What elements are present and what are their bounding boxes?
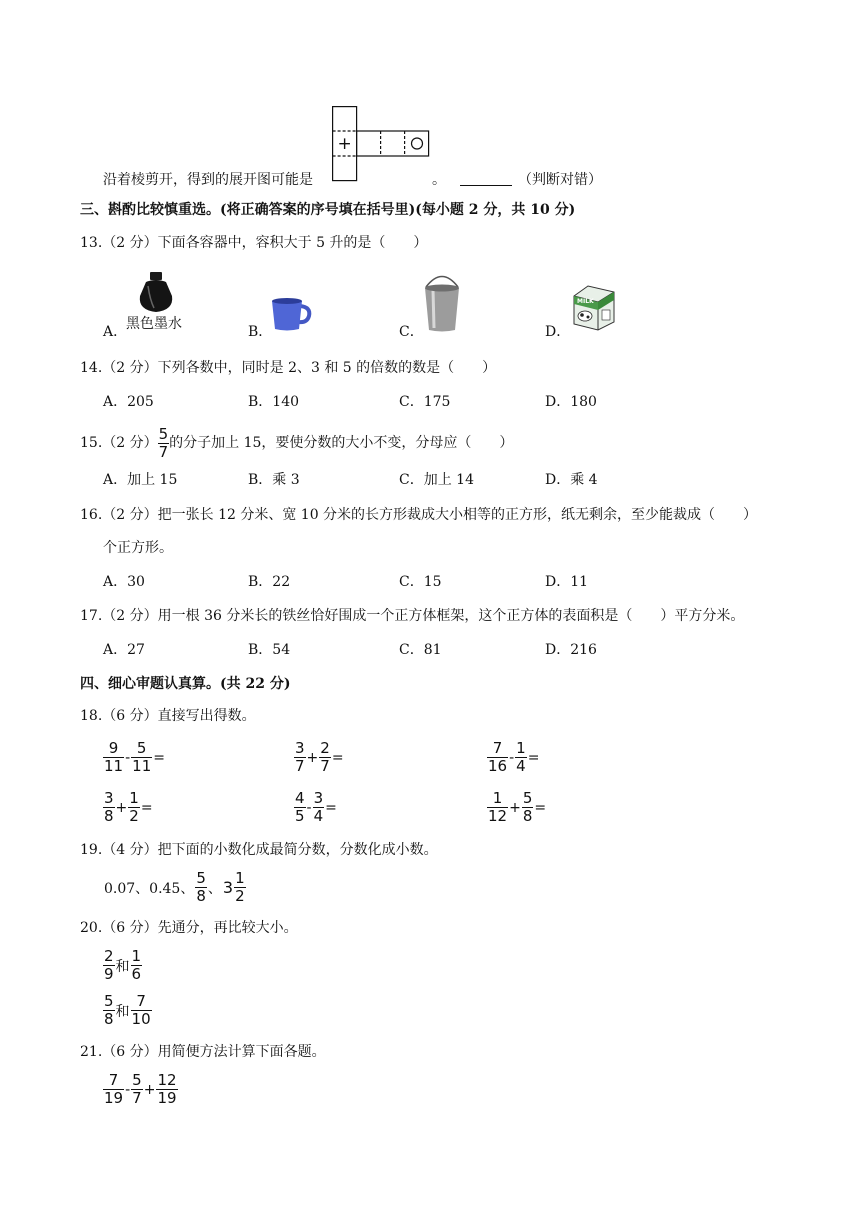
bucket-icon [421, 272, 463, 334]
q15-option-a: A．加上 15 [103, 472, 178, 488]
cube-net-figure [332, 106, 432, 186]
q20-pair-1: $\frac{2}{9}$ 和 $\frac{1}{6}$ [104, 947, 142, 983]
q17-option-c: C．81 [399, 642, 442, 658]
q16-option-b: B．22 [248, 574, 291, 590]
q18-item-3: $\frac{7}{16}$ - $\frac{1}{4}$ = [488, 739, 540, 775]
answer-blank[interactable] [460, 171, 512, 186]
ink-bottle-icon [136, 270, 176, 314]
q14-option-b: B．140 [248, 394, 300, 410]
q12-judge: （判断对错） [518, 172, 602, 188]
ink-bottle-caption: 黑色墨水 [126, 316, 182, 332]
q19-mixed-number: 3 $\frac{1}{2}$ [222, 869, 245, 905]
q17-option-b: B．54 [248, 642, 291, 658]
q15-fraction: $\frac{5}{7}$ [158, 424, 169, 461]
q18-item-5: $\frac{4}{5}$ - $\frac{3}{4}$ = [295, 789, 337, 825]
q18-stem: 18.（6 分）直接写出得数。 [80, 708, 256, 724]
q17-option-d: D．216 [545, 642, 597, 658]
q20-pair-2: $\frac{5}{8}$ 和 $\frac{7}{10}$ [104, 992, 151, 1028]
q13-option-c-letter: C． [399, 324, 424, 340]
q12-tail-end [432, 170, 602, 190]
q14-option-a: A．205 [103, 394, 154, 410]
q15-option-c: C．加上 14 [399, 472, 474, 488]
q12-tail-line [103, 170, 313, 190]
svg-text:MILK: MILK [577, 298, 594, 305]
q13-option-b-letter: B． [248, 324, 273, 340]
q15-option-b: B．乘 3 [248, 472, 300, 488]
q18-item-2: $\frac{3}{7}$ + $\frac{2}{7}$ = [295, 739, 344, 775]
q16-option-c: C．15 [399, 574, 442, 590]
section3-title: 三、斟酌比较慎重选。(将正确答案的序号填在括号里)(每小题 2 分，共 10 分) [80, 202, 576, 218]
section4-title: 四、细心审题认真算。(共 22 分) [80, 676, 291, 692]
q16-option-a: A．30 [103, 574, 145, 590]
q12-text-before: 沿着棱剪开，得到的展开图可能是 [103, 172, 313, 188]
q18-item-6: $\frac{1}{12}$ + $\frac{5}{8}$ = [488, 789, 547, 825]
q17-stem: 17.（2 分）用一根 36 分米长的铁丝恰好围成一个正方体框架，这个正方体的表面积是（ ）平方分米。 [80, 608, 745, 624]
q19-numbers: 0.07、0.45、 $\frac{5}{8}$ 、 3 $\frac{1}{2}$ [104, 869, 245, 905]
q15-suffix: 的分子加上 15，要使分数的大小不变，分母应（ ） [169, 435, 514, 451]
q16-option-d: D．11 [545, 574, 589, 590]
q21-stem: 21.（6 分）用简便方法计算下面各题。 [80, 1044, 326, 1060]
net-circle-symbol [412, 138, 423, 149]
q13-stem: 13.（2 分）下面各容器中，容积大于 5 升的是（ ） [80, 235, 428, 251]
q14-stem: 14.（2 分）下列各数中，同时是 2、3 和 5 的倍数的数是（ ） [80, 360, 497, 376]
q17-option-a: A．27 [103, 642, 145, 658]
mug-icon [269, 297, 313, 333]
q19-stem: 19.（4 分）把下面的小数化成最简分数，分数化成小数。 [80, 842, 438, 858]
q14-option-d: D．180 [545, 394, 597, 410]
q15-stem [80, 425, 513, 461]
q13-option-d-letter: D． [545, 324, 571, 340]
net-plus-symbol: + [337, 134, 352, 154]
q18-item-1: $\frac{9}{11}$ - $\frac{5}{11}$ = [104, 739, 165, 775]
q12-text-after: 。 [432, 172, 446, 188]
q15-prefix: 15.（2 分） [80, 435, 158, 451]
q16-stem-line2: 个正方形。 [103, 540, 173, 556]
q14-option-c: C．175 [399, 394, 451, 410]
q18-item-4: $\frac{3}{8}$ + $\frac{1}{2}$ = [104, 789, 153, 825]
q21-expression: $\frac{7}{19}$ - $\frac{5}{7}$ + $\frac{12}{19}$ [104, 1071, 177, 1107]
q13-option-a-letter: A． [103, 324, 128, 340]
milk-carton-icon [568, 282, 618, 332]
q16-stem-line1: 16.（2 分）把一张长 12 分米、宽 10 分米的长方形裁成大小相等的正方形，纸无剩余，至少能裁成（ ） [80, 507, 758, 523]
q15-option-d: D．乘 4 [545, 472, 598, 488]
q20-stem: 20.（6 分）先通分，再比较大小。 [80, 920, 298, 936]
